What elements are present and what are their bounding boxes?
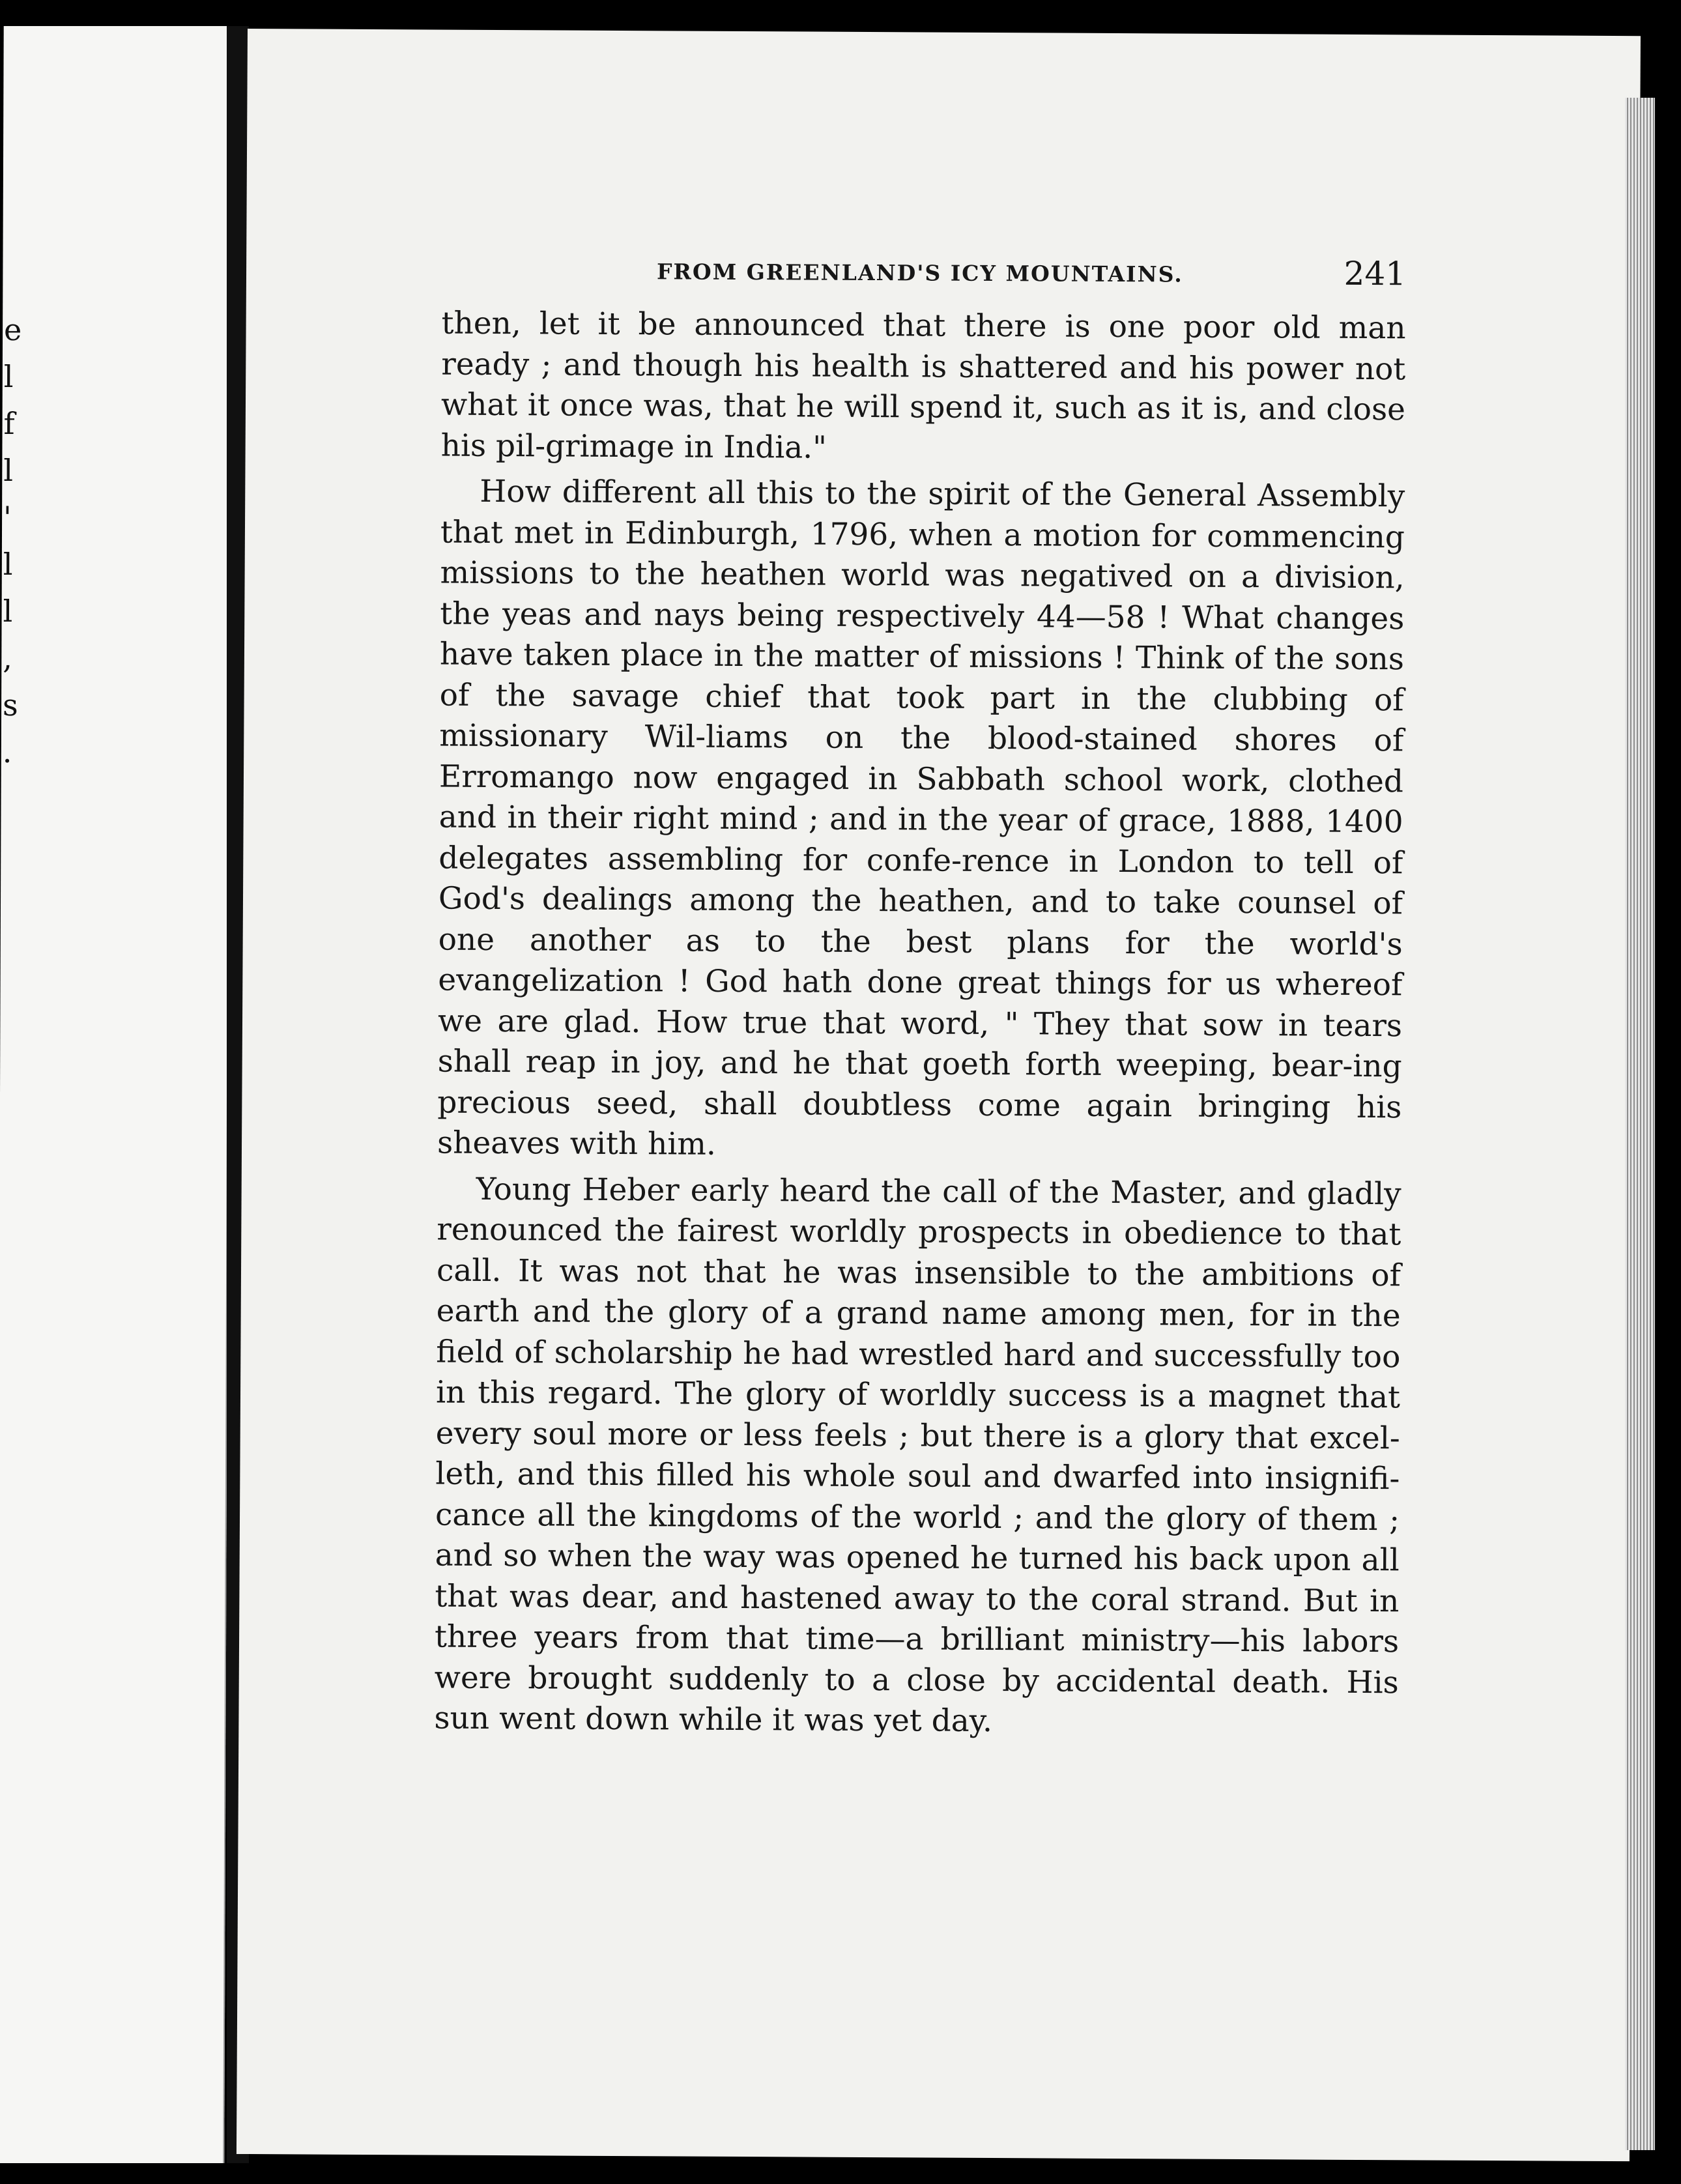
- margin-char: e: [4, 312, 22, 347]
- margin-char: l: [3, 594, 13, 629]
- left-page: [0, 26, 232, 2163]
- paragraph-2: How different all this to the spirit of the General Assembly that met in Edinburgh, 1796, when a motion for commencing missions to the heathen world was negatived on a division, the yeas and nays being respectively 44—58 ! What changes have taken place in the matter of missions ! Think of the sons of the savage chief that took part in the clubbing of missionary Wil-liams on the blood-stained shores of Erromango now engaged in Sabbath school work, clothed and in their right mind ; and in the year of grace, 1888, 1400 delegates assembling for confe-rence in London to tell of God's dealings among the heathen, and to take counsel of one another as to the best plans for the world's evangelization ! God hath done great things for us whereof we are glad. How true that word, " They that sow in tears shall reap in joy, and he that goeth forth weeping, bear-ing precious seed, shall doubtless come again bringing his sheaves with him.: [437, 473, 1405, 1162]
- margin-char: .: [2, 734, 12, 769]
- margin-char: s: [2, 687, 18, 723]
- paragraph-1: then, let it be announced that there is one poor old man ready ; and though his health is shattered and his power not what it once was, that he will spend it, such as it is, and close his pil-grimage in India.": [440, 305, 1406, 466]
- page-stack-edge: [1625, 98, 1655, 2150]
- margin-char: ,: [3, 640, 13, 676]
- margin-char: ': [3, 500, 12, 535]
- scan-shadow: [1655, 98, 1681, 2184]
- running-title: FROM GREENLAND'S ICY MOUNTAINS.: [656, 259, 1183, 287]
- page-content: [434, 245, 1406, 1749]
- margin-char: l: [3, 359, 14, 394]
- page-number: 241: [1343, 254, 1407, 293]
- paragraph-3: Young Heber early heard the call of the Master, and gladly renounced the fairest worldly prospects in obedience to that call. It was not that he was insensible to the ambitions of earth and the glory of a grand name among men, for in the field of scholarship he had wrestled hard and successfully too in this regard. The glory of worldly success is a magnet that every soul more or less feels ; but there is a glory that excel-leth, and this filled his whole soul and dwarfed into insignifi-cance all the kingdoms of the world ; and the glory of them ; and so when the way was opened he turned his back upon all that was dear, and hastened away to the coral strand. But in three years from that time—a brilliant ministry—his labors were brought suddenly to a close by accidental death. His sun went down while it was yet day.: [434, 1171, 1401, 1740]
- left-page-margin-text: [3, 306, 31, 775]
- right-page: [237, 29, 1641, 2161]
- margin-char: l: [3, 453, 14, 488]
- margin-char: f: [3, 406, 15, 441]
- margin-char: l: [3, 547, 13, 582]
- running-head: [442, 245, 1406, 302]
